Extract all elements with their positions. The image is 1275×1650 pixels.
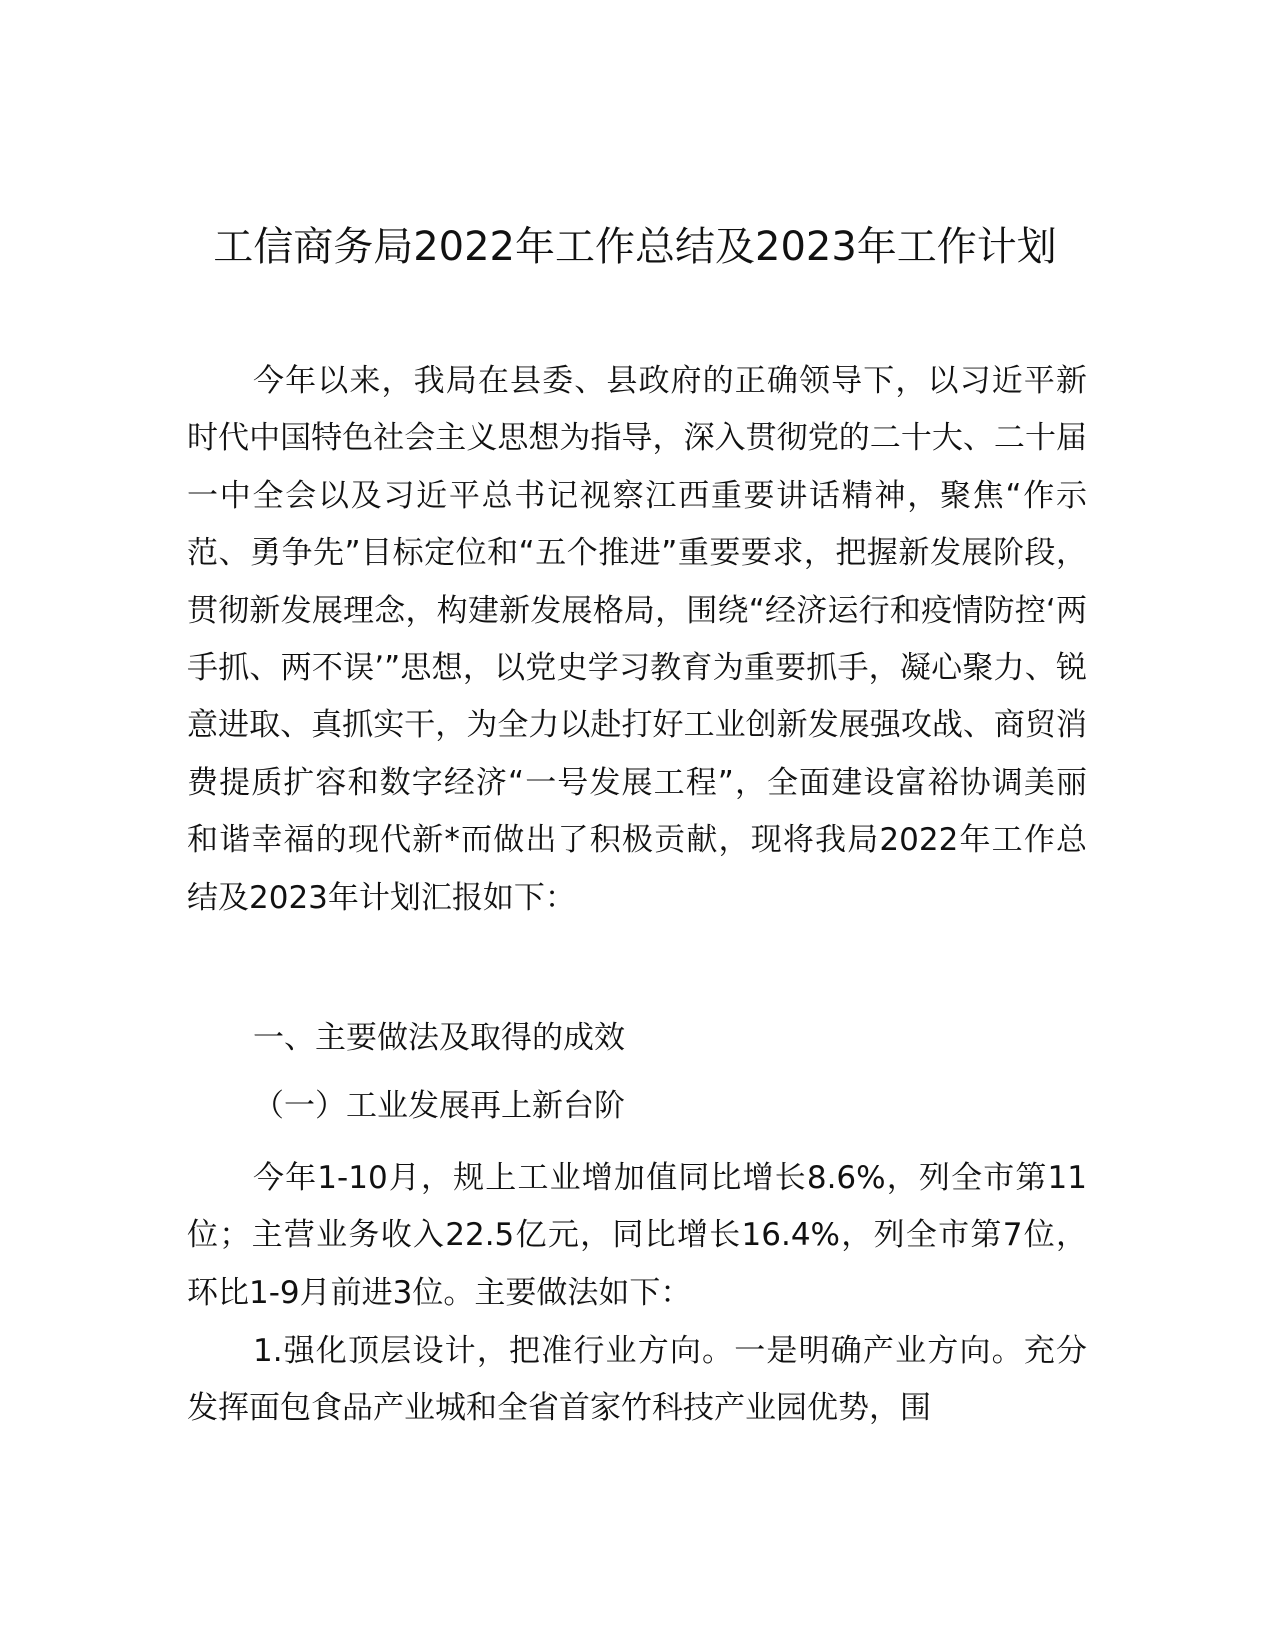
point-paragraph: 1.强化顶层设计，把准行业方向。一是明确产业方向。充分发挥面包食品产业城和全省首家竹科技产业园优势，围 [187, 1333, 1087, 1427]
subsection-heading: （一）工业发展再上新台阶 [253, 1088, 625, 1124]
intro-paragraph: 今年以来，我局在县委、县政府的正确领导下，以习近平新时代中国特色社会主义思想为指导，深入贯彻党的二十大、二十届一中全会以及习近平总书记视察江西重要讲话精神，聚焦“作示范、勇争先”目标定位和“五个推进”重要要求，把握新发展阶段，贯彻新发展理念，构建新发展格局，围绕“经济运行和疫情防控‘两手抓、两不误’”思想，以党史学习教育为重要抓手，凝心聚力、锐意进取、真抓实干，为全力以赴打好工业创新发展强攻战、商贸消费提质扩容和数字经济“一号发展工程”，全面建设富裕协调美丽和谐幸福的现代新*而做出了积极贡献，现将我局2022年工作总结及2023年计划汇报如下： [187, 363, 1087, 916]
industry-paragraph: 今年1-10月，规上工业增加值同比增长8.6%，列全市第11位；主营业务收入22.5亿元，同比增长16.4%，列全市第7位，环比1-9月前进3位。主要做法如下： [187, 1160, 1087, 1311]
section-heading: 一、主要做法及取得的成效 [253, 1020, 625, 1056]
document-title: 工信商务局2022年工作总结及2023年工作计划 [213, 224, 1057, 270]
